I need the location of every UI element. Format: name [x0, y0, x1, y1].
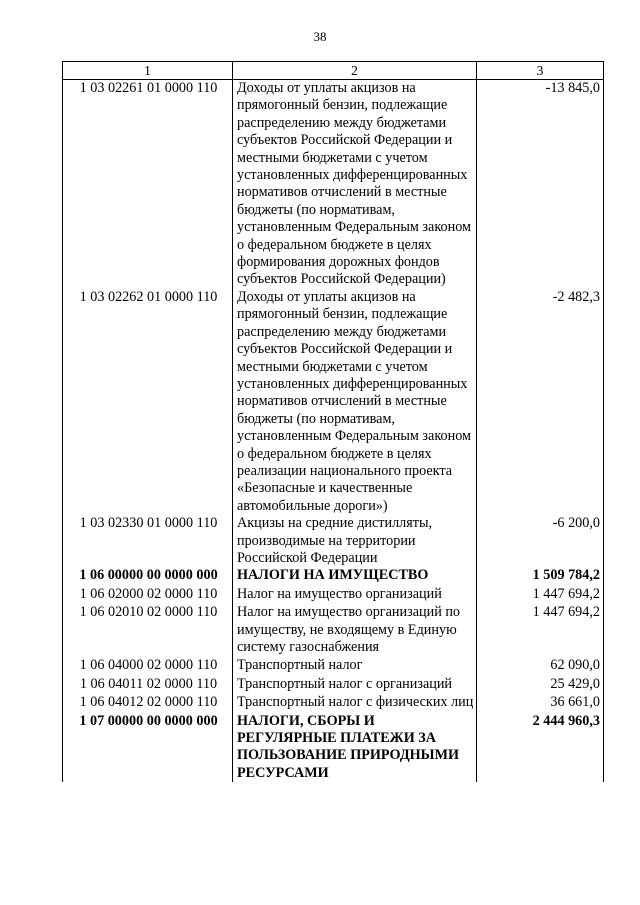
table-row: [63, 675, 604, 693]
revenue-name: Налог на имущество организаций: [233, 585, 477, 603]
classification-code: 1 06 00000 00 0000 000: [63, 567, 233, 584]
table-row: [63, 515, 604, 567]
classification-code: 1 06 04000 02 0000 110: [63, 656, 233, 674]
amount-value: 2 444 960,3: [477, 712, 604, 783]
classification-code: 1 03 02330 01 0000 110: [63, 515, 233, 567]
budget-revenue-table: [62, 61, 604, 782]
column-header-1: 1: [63, 62, 233, 80]
classification-code: 1 06 04011 02 0000 110: [63, 675, 233, 693]
classification-code: 1 06 02000 02 0000 110: [63, 585, 233, 603]
table-row: [63, 693, 604, 711]
revenue-name: Транспортный налог: [233, 656, 477, 674]
amount-value: -2 482,3: [477, 289, 604, 515]
table-row: [63, 656, 604, 674]
amount-value: 1 509 784,2: [477, 567, 604, 584]
amount-value: 36 661,0: [477, 693, 604, 711]
classification-code: 1 07 00000 00 0000 000: [63, 712, 233, 783]
table-row-section-total: [63, 712, 604, 783]
amount-value: 1 447 694,2: [477, 585, 604, 603]
revenue-name: Доходы от уплаты акцизов на прямогонный бензин, подлежащие распределению между бюджетами субъектов Российской Федерации и местными бюджетами с учетом установленных дифференцированных нормативов отчислений в местные бюджеты (по нормативам, установленным Федеральным законом о федеральном бюджете в целях реализации национального проекта «Безопасные и качественные автомобильные дороги»): [233, 289, 477, 515]
table-row: [63, 603, 604, 656]
classification-code: 1 03 02261 01 0000 110: [63, 80, 233, 289]
revenue-name: НАЛОГИ НА ИМУЩЕСТВО: [233, 567, 477, 584]
amount-value: -6 200,0: [477, 515, 604, 567]
table-row: [63, 289, 604, 515]
amount-value: 25 429,0: [477, 675, 604, 693]
table-row-section-total: [63, 567, 604, 584]
revenue-name: Доходы от уплаты акцизов на прямогонный бензин, подлежащие распределению между бюджетами субъектов Российской Федерации и местными бюджетами с учетом установленных дифференцированных нормативов отчислений в местные бюджеты (по нормативам, установленным Федеральным законом о федеральном бюджете в целях формирования дорожных фондов субъектов Российской Федерации): [233, 80, 477, 289]
revenue-name: Акцизы на средние дистилляты, производимые на территории Российской Федерации: [233, 515, 477, 567]
revenue-name: Налог на имущество организаций по имуществу, не входящему в Единую систему газоснабжения: [233, 603, 477, 656]
column-header-2: 2: [233, 62, 477, 80]
amount-value: -13 845,0: [477, 80, 604, 289]
revenue-name: Транспортный налог с физических лиц: [233, 693, 477, 711]
classification-code: 1 03 02262 01 0000 110: [63, 289, 233, 515]
amount-value: 62 090,0: [477, 656, 604, 674]
column-header-3: 3: [477, 62, 604, 80]
revenue-name: Транспортный налог с организаций: [233, 675, 477, 693]
revenue-name: НАЛОГИ, СБОРЫ И РЕГУЛЯРНЫЕ ПЛАТЕЖИ ЗА ПОЛЬЗОВАНИЕ ПРИРОДНЫМИ РЕСУРСАМИ: [233, 712, 477, 783]
classification-code: 1 06 02010 02 0000 110: [63, 603, 233, 656]
table-row: [63, 585, 604, 603]
amount-value: 1 447 694,2: [477, 603, 604, 656]
table-header-row: [63, 62, 604, 80]
page-number: 38: [313, 29, 327, 44]
table-row: [63, 80, 604, 289]
classification-code: 1 06 04012 02 0000 110: [63, 693, 233, 711]
